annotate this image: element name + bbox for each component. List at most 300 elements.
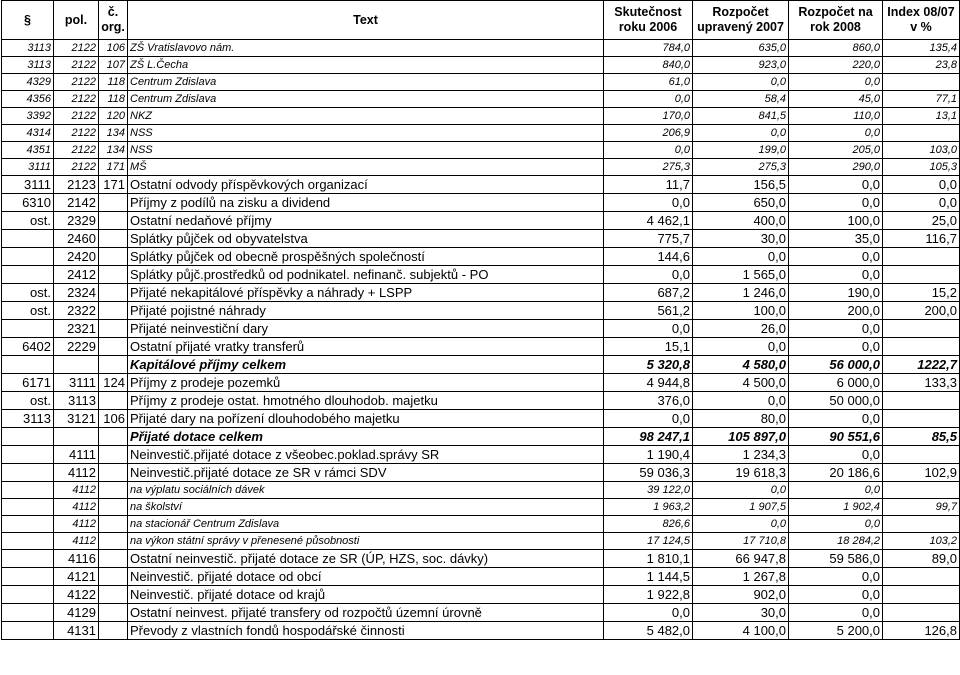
cell-budget-2007: 650,0 <box>693 194 789 212</box>
table-row <box>2 108 960 125</box>
cell-budget-2007: 1 907,5 <box>693 499 789 516</box>
cell-budget-2007: 105 897,0 <box>693 428 789 446</box>
cell-budget-2008: 5 200,0 <box>789 622 883 640</box>
header-index: Index 08/07 v % <box>883 1 960 40</box>
cell-paragraph <box>2 356 54 374</box>
cell-text: NKZ <box>128 108 604 125</box>
cell-text: Ostatní odvody příspěvkových organizací <box>128 176 604 194</box>
cell-budget-2007: 0,0 <box>693 125 789 142</box>
cell-org <box>99 338 128 356</box>
table-row <box>2 57 960 74</box>
cell-item: 2122 <box>54 40 99 57</box>
cell-text: Splátky půjček od obyvatelstva <box>128 230 604 248</box>
cell-index: 1222,7 <box>883 356 960 374</box>
cell-text: MŠ <box>128 159 604 176</box>
cell-item: 4112 <box>54 482 99 499</box>
cell-item: 2123 <box>54 176 99 194</box>
cell-paragraph <box>2 266 54 284</box>
cell-text: Ostatní nedaňové příjmy <box>128 212 604 230</box>
cell-paragraph: 3113 <box>2 40 54 57</box>
cell-text: Splátky půjč.prostředků od podnikatel. nefinanč. subjektů - PO <box>128 266 604 284</box>
cell-index: 0,0 <box>883 176 960 194</box>
cell-item: 4112 <box>54 499 99 516</box>
cell-index: 133,3 <box>883 374 960 392</box>
cell-index: 13,1 <box>883 108 960 125</box>
cell-item: 3111 <box>54 374 99 392</box>
cell-actual-2006: 17 124,5 <box>604 533 693 550</box>
table-row <box>2 230 960 248</box>
cell-budget-2008: 0,0 <box>789 338 883 356</box>
cell-budget-2007: 4 580,0 <box>693 356 789 374</box>
table-row <box>2 266 960 284</box>
cell-org: 171 <box>99 159 128 176</box>
cell-text: Neinvestič.přijaté dotace ze SR v rámci SDV <box>128 464 604 482</box>
cell-item: 4116 <box>54 550 99 568</box>
cell-budget-2007: 1 246,0 <box>693 284 789 302</box>
cell-paragraph: ost. <box>2 302 54 320</box>
cell-budget-2008: 0,0 <box>789 74 883 91</box>
cell-text: Ostatní přijaté vratky transferů <box>128 338 604 356</box>
cell-org <box>99 212 128 230</box>
cell-actual-2006: 687,2 <box>604 284 693 302</box>
cell-item: 4112 <box>54 516 99 533</box>
cell-index: 126,8 <box>883 622 960 640</box>
table-row <box>2 74 960 91</box>
cell-actual-2006: 0,0 <box>604 410 693 428</box>
cell-paragraph <box>2 604 54 622</box>
cell-actual-2006: 59 036,3 <box>604 464 693 482</box>
cell-paragraph: 6310 <box>2 194 54 212</box>
cell-org: 120 <box>99 108 128 125</box>
cell-org: 134 <box>99 125 128 142</box>
cell-paragraph: 3113 <box>2 410 54 428</box>
cell-text: na výkon státní správy v přenesené působnosti <box>128 533 604 550</box>
cell-org <box>99 464 128 482</box>
cell-paragraph <box>2 586 54 604</box>
cell-item: 4111 <box>54 446 99 464</box>
cell-budget-2007: 0,0 <box>693 516 789 533</box>
table-row <box>2 464 960 482</box>
cell-budget-2008: 100,0 <box>789 212 883 230</box>
cell-paragraph: 4329 <box>2 74 54 91</box>
table-body <box>2 40 960 640</box>
cell-actual-2006: 144,6 <box>604 248 693 266</box>
cell-item: 2122 <box>54 125 99 142</box>
cell-paragraph: 6171 <box>2 374 54 392</box>
cell-org <box>99 194 128 212</box>
cell-text: Ostatní neinvest. přijaté transfery od rozpočtů územní úrovně <box>128 604 604 622</box>
cell-budget-2007: 58,4 <box>693 91 789 108</box>
cell-index <box>883 568 960 586</box>
cell-actual-2006: 0,0 <box>604 320 693 338</box>
cell-budget-2008: 0,0 <box>789 266 883 284</box>
cell-budget-2008: 290,0 <box>789 159 883 176</box>
table-row <box>2 392 960 410</box>
cell-text: Přijaté neinvestiční dary <box>128 320 604 338</box>
cell-text: Přijaté dary na pořízení dlouhodobého majetku <box>128 410 604 428</box>
cell-item: 4112 <box>54 533 99 550</box>
cell-budget-2007: 19 618,3 <box>693 464 789 482</box>
cell-budget-2008: 205,0 <box>789 142 883 159</box>
cell-paragraph <box>2 446 54 464</box>
table-row <box>2 338 960 356</box>
cell-budget-2007: 17 710,8 <box>693 533 789 550</box>
cell-budget-2008: 0,0 <box>789 516 883 533</box>
header-text: Text <box>128 1 604 40</box>
cell-index <box>883 604 960 622</box>
cell-index: 23,8 <box>883 57 960 74</box>
cell-org: 171 <box>99 176 128 194</box>
cell-item: 2122 <box>54 108 99 125</box>
cell-budget-2008: 0,0 <box>789 194 883 212</box>
cell-org <box>99 622 128 640</box>
cell-actual-2006: 1 190,4 <box>604 446 693 464</box>
cell-index <box>883 338 960 356</box>
cell-item: 2412 <box>54 266 99 284</box>
cell-index: 200,0 <box>883 302 960 320</box>
cell-budget-2007: 0,0 <box>693 392 789 410</box>
cell-paragraph <box>2 320 54 338</box>
table-row <box>2 533 960 550</box>
cell-actual-2006: 61,0 <box>604 74 693 91</box>
cell-text: Přijaté nekapitálové příspěvky a náhrady + LSPP <box>128 284 604 302</box>
cell-index: 0,0 <box>883 194 960 212</box>
cell-budget-2008: 0,0 <box>789 176 883 194</box>
table-row <box>2 159 960 176</box>
cell-paragraph <box>2 464 54 482</box>
cell-org <box>99 230 128 248</box>
cell-actual-2006: 0,0 <box>604 194 693 212</box>
cell-budget-2008: 6 000,0 <box>789 374 883 392</box>
cell-text: Centrum Zdislava <box>128 91 604 108</box>
cell-org <box>99 568 128 586</box>
cell-budget-2008: 1 902,4 <box>789 499 883 516</box>
cell-paragraph <box>2 550 54 568</box>
cell-budget-2008: 18 284,2 <box>789 533 883 550</box>
cell-index: 135,4 <box>883 40 960 57</box>
cell-org <box>99 320 128 338</box>
cell-item: 4129 <box>54 604 99 622</box>
table-row <box>2 284 960 302</box>
cell-paragraph: ost. <box>2 284 54 302</box>
cell-org <box>99 499 128 516</box>
cell-org <box>99 516 128 533</box>
table-row <box>2 428 960 446</box>
cell-item: 2122 <box>54 91 99 108</box>
header-item: pol. <box>54 1 99 40</box>
cell-org: 106 <box>99 40 128 57</box>
cell-text: Přijaté dotace celkem <box>128 428 604 446</box>
table-row <box>2 212 960 230</box>
table-row <box>2 499 960 516</box>
cell-index: 85,5 <box>883 428 960 446</box>
cell-org: 134 <box>99 142 128 159</box>
cell-index: 89,0 <box>883 550 960 568</box>
cell-budget-2008: 0,0 <box>789 248 883 266</box>
cell-paragraph: 3111 <box>2 159 54 176</box>
table-row <box>2 446 960 464</box>
cell-paragraph: 3113 <box>2 57 54 74</box>
cell-index <box>883 248 960 266</box>
table-row <box>2 568 960 586</box>
cell-actual-2006: 5 482,0 <box>604 622 693 640</box>
cell-item: 2322 <box>54 302 99 320</box>
cell-budget-2007: 902,0 <box>693 586 789 604</box>
table-row <box>2 40 960 57</box>
cell-item: 2460 <box>54 230 99 248</box>
cell-org <box>99 392 128 410</box>
cell-org <box>99 550 128 568</box>
cell-paragraph: ost. <box>2 212 54 230</box>
cell-item: 2122 <box>54 57 99 74</box>
cell-actual-2006: 39 122,0 <box>604 482 693 499</box>
cell-text: NSS <box>128 142 604 159</box>
cell-actual-2006: 0,0 <box>604 604 693 622</box>
cell-budget-2007: 4 100,0 <box>693 622 789 640</box>
cell-budget-2008: 0,0 <box>789 410 883 428</box>
table-row <box>2 320 960 338</box>
cell-text: Převody z vlastních fondů hospodářské činnosti <box>128 622 604 640</box>
cell-actual-2006: 0,0 <box>604 266 693 284</box>
cell-org <box>99 302 128 320</box>
cell-paragraph <box>2 568 54 586</box>
cell-budget-2007: 0,0 <box>693 74 789 91</box>
cell-item: 2420 <box>54 248 99 266</box>
cell-actual-2006: 1 963,2 <box>604 499 693 516</box>
cell-paragraph <box>2 622 54 640</box>
cell-index <box>883 392 960 410</box>
cell-actual-2006: 98 247,1 <box>604 428 693 446</box>
table-row <box>2 356 960 374</box>
cell-item: 2122 <box>54 142 99 159</box>
cell-text: na školství <box>128 499 604 516</box>
table-row <box>2 586 960 604</box>
table-row <box>2 374 960 392</box>
cell-org <box>99 604 128 622</box>
cell-budget-2007: 635,0 <box>693 40 789 57</box>
cell-budget-2007: 100,0 <box>693 302 789 320</box>
cell-budget-2007: 400,0 <box>693 212 789 230</box>
cell-actual-2006: 840,0 <box>604 57 693 74</box>
cell-item: 4122 <box>54 586 99 604</box>
header-budget-2007: Rozpočet upravený 2007 <box>693 1 789 40</box>
cell-paragraph <box>2 533 54 550</box>
cell-paragraph: 4356 <box>2 91 54 108</box>
cell-item <box>54 428 99 446</box>
cell-org <box>99 533 128 550</box>
cell-org: 106 <box>99 410 128 428</box>
cell-item: 3121 <box>54 410 99 428</box>
header-row <box>2 1 960 40</box>
cell-actual-2006: 15,1 <box>604 338 693 356</box>
cell-paragraph: 4314 <box>2 125 54 142</box>
cell-budget-2008: 0,0 <box>789 125 883 142</box>
cell-text: Splátky půjček od obecně prospěšných společností <box>128 248 604 266</box>
table-row <box>2 248 960 266</box>
header-org: č. org. <box>99 1 128 40</box>
cell-budget-2007: 841,5 <box>693 108 789 125</box>
header-actual-2006: Skutečnost roku 2006 <box>604 1 693 40</box>
cell-index: 103,0 <box>883 142 960 159</box>
cell-text: Kapitálové příjmy celkem <box>128 356 604 374</box>
cell-index: 99,7 <box>883 499 960 516</box>
cell-budget-2008: 0,0 <box>789 604 883 622</box>
cell-org <box>99 284 128 302</box>
cell-paragraph: 3111 <box>2 176 54 194</box>
cell-org <box>99 482 128 499</box>
cell-paragraph <box>2 499 54 516</box>
cell-paragraph: 6402 <box>2 338 54 356</box>
cell-org <box>99 266 128 284</box>
cell-actual-2006: 1 810,1 <box>604 550 693 568</box>
cell-budget-2007: 4 500,0 <box>693 374 789 392</box>
cell-budget-2008: 90 551,6 <box>789 428 883 446</box>
cell-index: 25,0 <box>883 212 960 230</box>
header-budget-2008: Rozpočet na rok 2008 <box>789 1 883 40</box>
cell-paragraph <box>2 516 54 533</box>
cell-budget-2008: 190,0 <box>789 284 883 302</box>
cell-paragraph <box>2 230 54 248</box>
cell-budget-2008: 0,0 <box>789 482 883 499</box>
cell-item: 2229 <box>54 338 99 356</box>
cell-actual-2006: 170,0 <box>604 108 693 125</box>
cell-index <box>883 446 960 464</box>
cell-org <box>99 356 128 374</box>
cell-index: 102,9 <box>883 464 960 482</box>
table-row <box>2 604 960 622</box>
cell-org <box>99 446 128 464</box>
table-row <box>2 194 960 212</box>
cell-budget-2007: 1 234,3 <box>693 446 789 464</box>
cell-org: 107 <box>99 57 128 74</box>
cell-index <box>883 320 960 338</box>
cell-index <box>883 586 960 604</box>
cell-item: 4131 <box>54 622 99 640</box>
header-paragraph: § <box>2 1 54 40</box>
cell-index <box>883 482 960 499</box>
cell-actual-2006: 784,0 <box>604 40 693 57</box>
cell-actual-2006: 376,0 <box>604 392 693 410</box>
cell-paragraph <box>2 248 54 266</box>
cell-actual-2006: 826,6 <box>604 516 693 533</box>
cell-actual-2006: 275,3 <box>604 159 693 176</box>
cell-actual-2006: 4 462,1 <box>604 212 693 230</box>
table-row <box>2 125 960 142</box>
cell-text: Ostatní neinvestič. přijaté dotace ze SR (ÚP, HZS, soc. dávky) <box>128 550 604 568</box>
cell-actual-2006: 11,7 <box>604 176 693 194</box>
cell-text: na stacionář Centrum Zdislava <box>128 516 604 533</box>
cell-budget-2007: 1 267,8 <box>693 568 789 586</box>
cell-text: NSS <box>128 125 604 142</box>
cell-text: ZŠ L.Čecha <box>128 57 604 74</box>
cell-item: 2122 <box>54 74 99 91</box>
cell-budget-2007: 26,0 <box>693 320 789 338</box>
cell-org: 118 <box>99 74 128 91</box>
table-row <box>2 482 960 499</box>
cell-index <box>883 125 960 142</box>
cell-item: 3113 <box>54 392 99 410</box>
cell-index <box>883 74 960 91</box>
cell-budget-2008: 0,0 <box>789 586 883 604</box>
cell-budget-2008: 0,0 <box>789 568 883 586</box>
cell-paragraph <box>2 428 54 446</box>
cell-budget-2008: 200,0 <box>789 302 883 320</box>
table-row <box>2 516 960 533</box>
cell-text: Přijaté pojistné náhrady <box>128 302 604 320</box>
cell-budget-2007: 30,0 <box>693 230 789 248</box>
cell-text: na výplatu sociálních dávek <box>128 482 604 499</box>
cell-budget-2008: 220,0 <box>789 57 883 74</box>
cell-actual-2006: 775,7 <box>604 230 693 248</box>
cell-text: ZŠ Vratislavovo nám. <box>128 40 604 57</box>
cell-org: 118 <box>99 91 128 108</box>
budget-table <box>1 0 960 640</box>
cell-budget-2008: 20 186,6 <box>789 464 883 482</box>
cell-budget-2007: 1 565,0 <box>693 266 789 284</box>
cell-budget-2007: 923,0 <box>693 57 789 74</box>
cell-actual-2006: 5 320,8 <box>604 356 693 374</box>
cell-budget-2008: 0,0 <box>789 320 883 338</box>
cell-actual-2006: 561,2 <box>604 302 693 320</box>
cell-item: 4112 <box>54 464 99 482</box>
cell-text: Příjmy z prodeje ostat. hmotného dlouhodob. majetku <box>128 392 604 410</box>
cell-paragraph: 3392 <box>2 108 54 125</box>
cell-org <box>99 248 128 266</box>
cell-item: 2324 <box>54 284 99 302</box>
cell-item: 2329 <box>54 212 99 230</box>
cell-paragraph <box>2 482 54 499</box>
table-row <box>2 176 960 194</box>
cell-index <box>883 266 960 284</box>
table-row <box>2 622 960 640</box>
cell-budget-2008: 50 000,0 <box>789 392 883 410</box>
table-row <box>2 142 960 159</box>
cell-index <box>883 516 960 533</box>
cell-actual-2006: 1 922,8 <box>604 586 693 604</box>
cell-paragraph: 4351 <box>2 142 54 159</box>
cell-index: 77,1 <box>883 91 960 108</box>
cell-actual-2006: 0,0 <box>604 91 693 108</box>
cell-item: 2122 <box>54 159 99 176</box>
cell-index: 116,7 <box>883 230 960 248</box>
cell-text: Centrum Zdislava <box>128 74 604 91</box>
cell-item: 4121 <box>54 568 99 586</box>
cell-actual-2006: 206,9 <box>604 125 693 142</box>
cell-org <box>99 586 128 604</box>
cell-budget-2007: 275,3 <box>693 159 789 176</box>
table-row <box>2 302 960 320</box>
cell-item: 2321 <box>54 320 99 338</box>
cell-org <box>99 428 128 446</box>
cell-index: 105,3 <box>883 159 960 176</box>
cell-budget-2007: 66 947,8 <box>693 550 789 568</box>
cell-budget-2007: 0,0 <box>693 248 789 266</box>
cell-text: Neinvestič.přijaté dotace z všeobec.poklad.správy SR <box>128 446 604 464</box>
table-row <box>2 410 960 428</box>
table-row <box>2 550 960 568</box>
cell-budget-2008: 35,0 <box>789 230 883 248</box>
cell-text: Příjmy z prodeje pozemků <box>128 374 604 392</box>
cell-index: 103,2 <box>883 533 960 550</box>
cell-budget-2008: 0,0 <box>789 446 883 464</box>
cell-index <box>883 410 960 428</box>
cell-budget-2007: 0,0 <box>693 482 789 499</box>
cell-item <box>54 356 99 374</box>
cell-text: Příjmy z podílů na zisku a dividend <box>128 194 604 212</box>
cell-org: 124 <box>99 374 128 392</box>
cell-actual-2006: 0,0 <box>604 142 693 159</box>
cell-budget-2007: 199,0 <box>693 142 789 159</box>
